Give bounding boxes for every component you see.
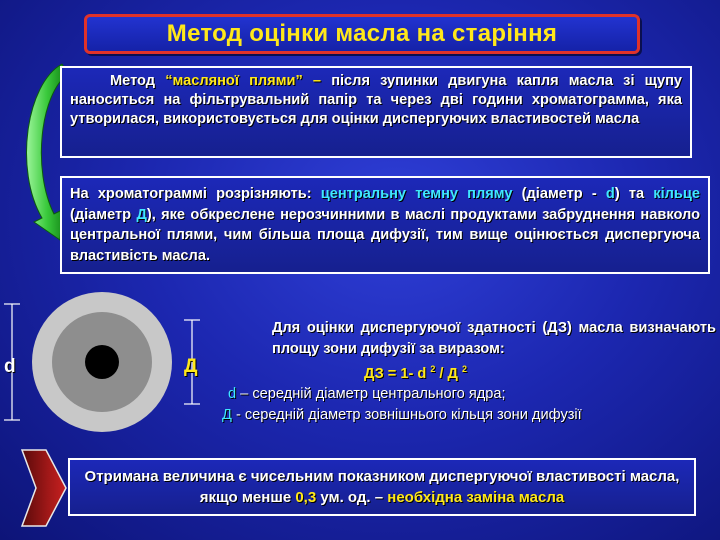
box2-d: d [605,186,615,202]
box1-text-a: Метод [110,73,166,89]
oil-spot-diagram [0,290,210,440]
diagram-label-D: Д [184,356,198,377]
box1-text-b: після зупинки двигуна капля масла зі щупу наноситься на фільтрувальний папір та через дві години хроматограмма, яка утворилася, використовується для оцінки диспергуючих властивостей масла [70,73,683,127]
diagram-label-d: d [4,356,16,377]
box2-D: Д [136,206,147,223]
central-spot [85,345,119,379]
box3-conclusion: необхідна заміна масла [387,489,565,506]
box2-text-c: ) та [614,186,654,202]
slide-title: Метод оцінки масла на старіння [166,20,558,47]
box3-text-a: Отримана величина є чисельним показником диспергуючої властивості масла, якщо менше [84,468,680,506]
formula-section [216,318,716,425]
box2-ring: кільце [653,186,700,202]
conclusion-box [68,458,696,516]
box3-text-b: ум. од. – [316,489,388,506]
method-description-box [60,66,692,158]
formula-part-b: / Д [435,365,462,382]
box2-spot: центральну темну пляму [320,186,513,202]
formula-exponent-1: 2 [430,364,436,374]
box2-text-b: (діаметр - [512,186,606,202]
formula [216,359,716,384]
box1-highlight: “масляної плями” – [165,73,332,89]
definition-D-text: - середній діаметр зовнішнього кільця зони дифузії [231,406,582,423]
box3-threshold: 0,3 [295,489,317,506]
box2-text-d: (діаметр [70,206,137,223]
definition-d [216,384,716,405]
formula-exponent-2: 2 [462,364,468,374]
definition-D [216,405,716,426]
definition-d-symbol: d [228,386,237,403]
box2-text-a: На хроматограммі розрізняють: [70,186,321,202]
chromatogram-description-box [60,176,710,274]
formula-intro: Для оцінки диспергуючої здатності (ДЗ) масла визначають площу зони дифузії за виразом: [272,320,716,357]
title-banner [84,14,640,54]
definition-D-symbol: Д [222,406,232,423]
box2-text-e: ), яке обкреслене нерозчинними в маслі продуктами забруднення навколо центральної плями, чим більша площа дифузії, тим вище оцінюється диспергуюча властивість масла. [70,206,700,264]
formula-part-a: ДЗ = 1- d [364,365,431,382]
definition-d-text: – середній діаметр центрального ядра; [236,386,506,403]
right-arrow-icon [20,448,68,528]
